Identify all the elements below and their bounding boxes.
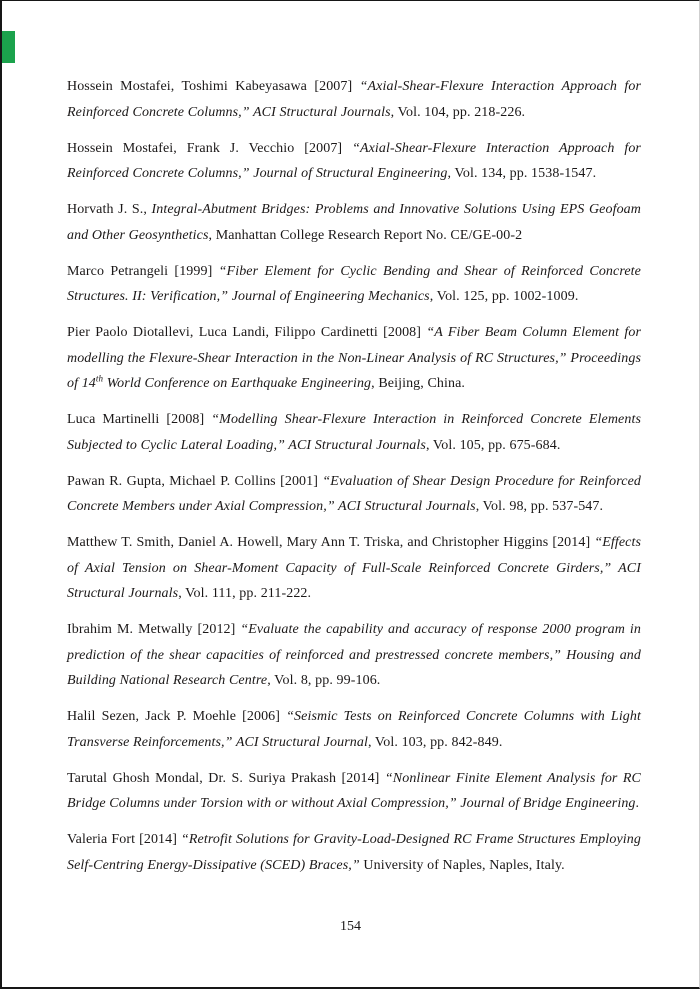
reference-entry	[67, 74, 641, 125]
reference-segment-roman: , Vol. 104, pp. 218-226.	[390, 104, 526, 120]
reference-entry	[67, 530, 641, 607]
reference-segment-italic: “Retrofit Solutions for Gravity-Load-Designed RC Frame Structures Employing Self-Centring Energy-Dissipative (SCED) Braces,”	[67, 832, 641, 873]
reference-segment-italic: “Seismic Tests on Reinforced Concrete Columns with Light Transverse Reinforcements,” ACI Structural Journal	[67, 709, 642, 750]
reference-segment-italic-sup: th	[95, 373, 104, 384]
reference-segment-roman: Horvath J. S.,	[67, 202, 152, 217]
reference-segment-roman: Tarutal Ghosh Mondal, Dr. S. Suriya Prakash [2014]	[67, 770, 385, 786]
reference-segment-roman: University of Naples, Naples, Italy.	[363, 857, 565, 873]
reference-segment-roman: Luca Martinelli [2008]	[67, 412, 212, 427]
reference-segment-italic: “Fiber Element for Cyclic Bending and Shear of Reinforced Concrete Structures. II: Verification,” Journal of Engineering Mechanics	[67, 263, 641, 304]
reference-segment-italic: “Modelling Shear-Flexure Interaction in Reinforced Concrete Elements Subjected to Cyclic Lateral Loading,” ACI Structural Journals	[67, 412, 641, 453]
green-edge-marker	[2, 31, 15, 63]
reference-segment-italic: “A Fiber Beam Column Element for modelling the Flexure-Shear Interaction in the Non-Linear Analysis of RC Structures,” Proceedings of 14	[67, 325, 641, 391]
reference-entry	[67, 827, 641, 878]
reference-segment-roman: Halil Sezen, Jack P. Moehle [2006]	[67, 709, 287, 724]
reference-segment-italic: Integral-Abutment Bridges: Problems and Innovative Solutions Using EPS Geofoam and Other Geosynthetics	[67, 202, 641, 243]
reference-segment-roman: Hossein Mostafei, Frank J. Vecchio [2007]	[67, 140, 353, 156]
reference-segment-roman: , Vol. 8, pp. 99-106.	[267, 673, 381, 688]
reference-segment-roman: , Manhattan College Research Report No. CE/GE-00-2	[208, 227, 523, 243]
reference-segment-italic: “Evaluate the capability and accuracy of response 2000 program in prediction of the shear capacities of reinforced and prestressed concrete members,” Housing and Building National Research Centre	[67, 622, 641, 688]
reference-segment-roman: Hossein Mostafei, Toshimi Kabeyasawa [2007]	[67, 79, 360, 94]
reference-entry	[67, 136, 641, 187]
reference-segment-roman: , Vol. 103, pp. 842-849.	[367, 734, 503, 750]
reference-segment-italic: “Nonlinear Finite Element Analysis for RC Bridge Columns under Torsion with or without Axial Compression,” Journal of Bridge Engineering	[67, 770, 641, 811]
reference-segment-roman: Valeria Fort [2014]	[67, 832, 182, 847]
reference-segment-italic: “Axial-Shear-Flexure Interaction Approach for Reinforced Concrete Columns,” Journal of Structural Engineering	[67, 140, 641, 181]
reference-segment-roman: Matthew T. Smith, Daniel A. Howell, Mary Ann T. Triska, and Christopher Higgins [2014]	[67, 535, 595, 550]
reference-segment-roman: , Beijing, China.	[371, 376, 466, 391]
reference-segment-roman: .	[635, 796, 640, 811]
reference-entry	[67, 469, 641, 520]
reference-segment-roman: Pier Paolo Diotallevi, Luca Landi, Filippo Cardinetti [2008]	[67, 325, 427, 340]
reference-segment-italic: “Axial-Shear-Flexure Interaction Approach for Reinforced Concrete Columns,” ACI Structural Journals	[67, 79, 641, 120]
reference-segment-roman: , Vol. 105, pp. 675-684.	[425, 437, 561, 453]
reference-segment-roman: Marco Petrangeli [1999]	[67, 263, 219, 279]
reference-segment-roman: Ibrahim M. Metwally [2012]	[67, 622, 241, 637]
reference-segment-italic: “Effects of Axial Tension on Shear-Moment Capacity of Full-Scale Reinforced Concrete Girders,” ACI Structural Journals	[67, 535, 641, 601]
reference-entry	[67, 259, 641, 310]
page-number: 154	[340, 919, 361, 934]
reference-segment-roman: , Vol. 125, pp. 1002-1009.	[429, 289, 579, 304]
reference-segment-italic: World Conference on Earthquake Engineering	[103, 376, 372, 391]
reference-segment-roman: , Vol. 98, pp. 537-547.	[475, 499, 604, 514]
reference-segment-roman: Pawan R. Gupta, Michael P. Collins [2001]	[67, 473, 323, 489]
reference-entry	[67, 197, 641, 248]
reference-segment-roman: , Vol. 134, pp. 1538-1547.	[447, 166, 597, 181]
reference-entry	[67, 766, 641, 817]
reference-segment-roman: , Vol. 111, pp. 211-222.	[178, 586, 312, 601]
references-list	[67, 74, 641, 889]
reference-entry	[67, 320, 641, 397]
reference-entry	[67, 617, 641, 694]
reference-entry	[67, 407, 641, 458]
reference-entry	[67, 704, 641, 755]
reference-segment-italic: “Evaluation of Shear Design Procedure for Reinforced Concrete Members under Axial Compression,” ACI Structural Journals	[67, 473, 641, 514]
